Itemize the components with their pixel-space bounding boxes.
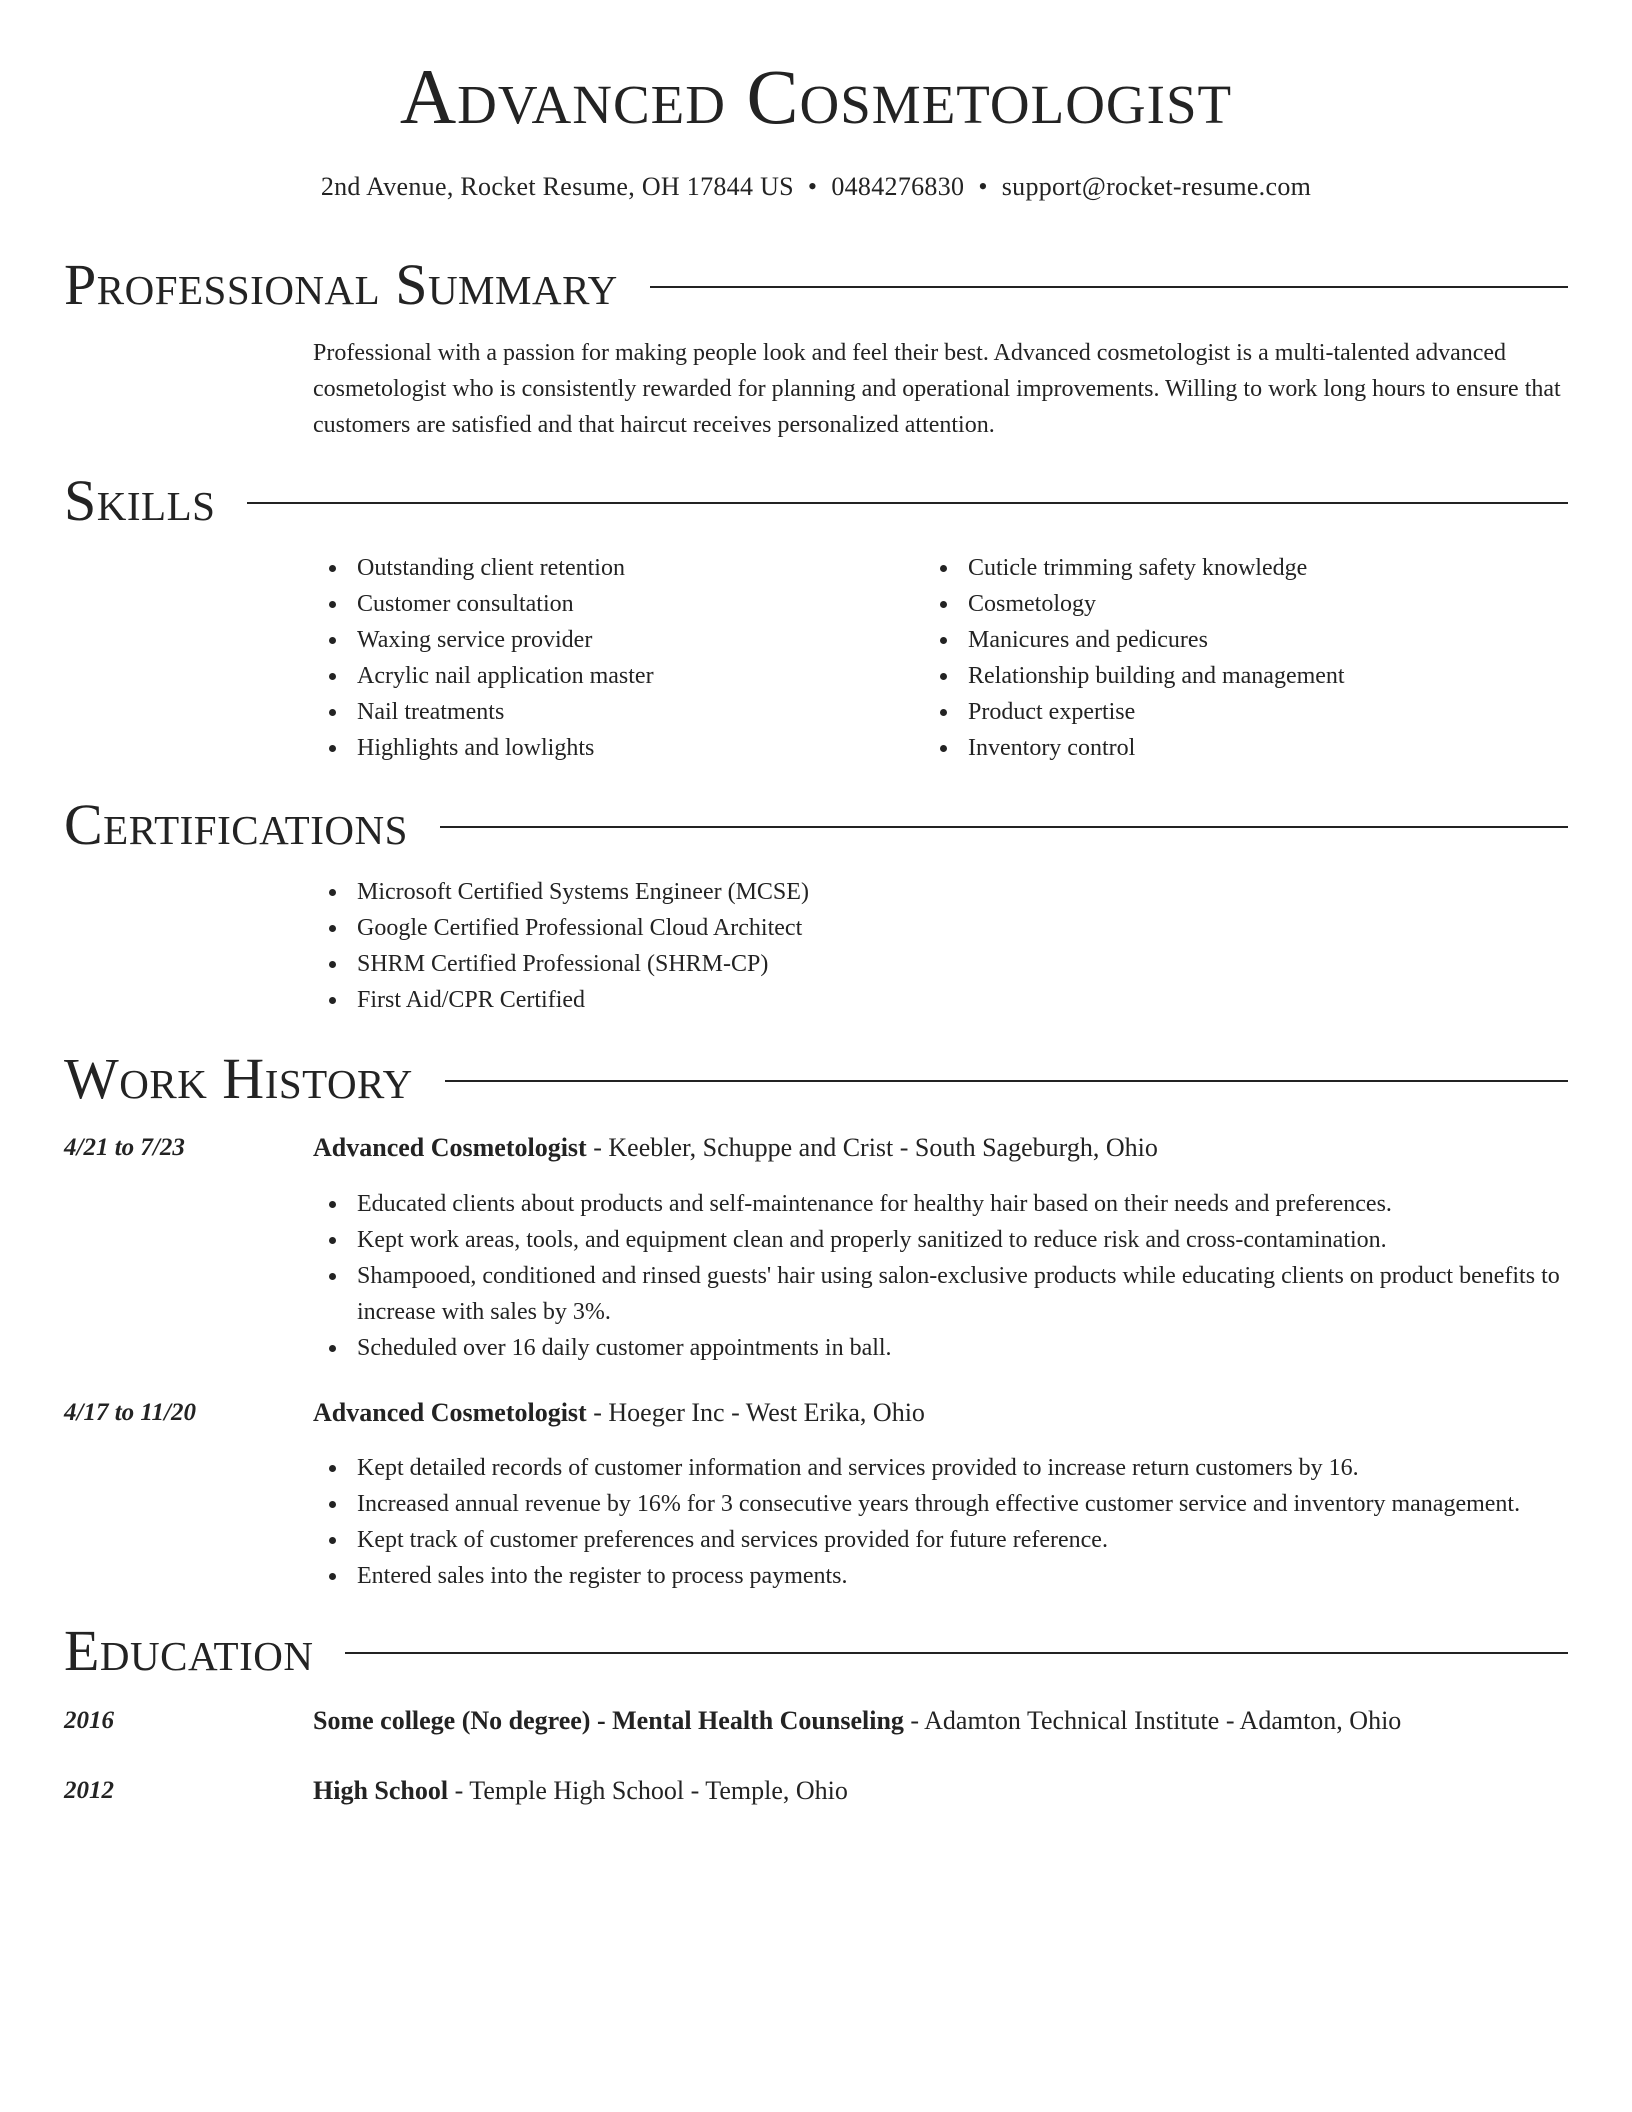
work-title: Work History: [64, 1046, 413, 1111]
skill-item: Customer consultation: [313, 586, 913, 622]
job-role: Advanced Cosmetologist: [313, 1398, 587, 1427]
education-title: Education: [64, 1618, 314, 1683]
skill-item: Product expertise: [924, 694, 1564, 730]
skill-item: Highlights and lowlights: [313, 730, 913, 766]
section-divider: [650, 286, 1568, 288]
education-degree: Some college (No degree) - Mental Health Counseling: [313, 1706, 904, 1735]
skill-item: Cuticle trimming safety knowledge: [924, 550, 1564, 586]
skill-item: Nail treatments: [313, 694, 913, 730]
job-details: - Hoeger Inc - West Erika, Ohio: [586, 1398, 925, 1427]
skill-item: Outstanding client retention: [313, 550, 913, 586]
certifications-title: Certifications: [64, 792, 408, 857]
education-heading: [313, 1776, 848, 1806]
job-role: Advanced Cosmetologist: [313, 1133, 587, 1162]
job-bullet: Kept detailed records of customer information and services provided to increase return customers by 16.: [313, 1450, 1573, 1486]
contact-address: 2nd Avenue, Rocket Resume, OH 17844 US: [320, 172, 794, 201]
job-bullets: [313, 1450, 1573, 1594]
education-heading: [313, 1706, 1401, 1736]
job-dates: 4/21 to 7/23: [64, 1134, 185, 1161]
section-divider: [445, 1080, 1568, 1082]
summary-text: Professional with a passion for making people look and feel their best. Advanced cosmetologist is a multi-talented advanced cosmetologist who is consistently rewarded for planning and operational improvements. Willing to work long hours to ensure that customers are satisfied and that haircut receives personalized attention.: [313, 340, 1561, 438]
job-bullet: Educated clients about products and self-maintenance for healthy hair based on their needs and preferences.: [313, 1186, 1573, 1222]
contact-email: support@rocket-resume.com: [1001, 172, 1312, 201]
education-details: - Temple High School - Temple, Ohio: [448, 1776, 848, 1805]
skills-right-column: [924, 550, 1564, 766]
certifications-section-header: [64, 792, 1568, 858]
job-details: - Keebler, Schuppe and Crist - South Sageburgh, Ohio: [586, 1133, 1158, 1162]
skills-left-column: [313, 550, 913, 766]
contact-separator: •: [807, 172, 818, 201]
summary-section-header: [64, 252, 1568, 318]
job-heading: [313, 1398, 925, 1428]
skill-item: Relationship building and management: [924, 658, 1564, 694]
job-bullet-list: [313, 1186, 1573, 1366]
work-section-header: [64, 1046, 1568, 1112]
resume-name: Advanced Cosmetologist: [399, 53, 1233, 140]
job-bullet: Entered sales into the register to process payments.: [313, 1558, 1573, 1594]
contact-line: [0, 172, 1632, 202]
skill-item: Cosmetology: [924, 586, 1564, 622]
skill-item: Acrylic nail application master: [313, 658, 913, 694]
certification-item: First Aid/CPR Certified: [313, 982, 1568, 1018]
education-year: 2016: [64, 1707, 114, 1734]
education-details: - Adamton Technical Institute - Adamton, Ohio: [903, 1706, 1402, 1735]
job-bullets: [313, 1186, 1573, 1366]
certification-item: Google Certified Professional Cloud Architect: [313, 910, 1568, 946]
education-degree: High School: [313, 1776, 449, 1805]
contact-phone: 0484276830: [831, 172, 965, 201]
education-section-header: [64, 1618, 1568, 1684]
job-bullet: Kept work areas, tools, and equipment clean and properly sanitized to reduce risk and cross-contamination.: [313, 1222, 1573, 1258]
certification-item: Microsoft Certified Systems Engineer (MCSE): [313, 874, 1568, 910]
certifications-column: [313, 874, 1568, 1018]
job-bullet: Shampooed, conditioned and rinsed guests' hair using salon-exclusive products while educating clients on product benefits to increase with sales by 3%.: [313, 1258, 1573, 1330]
job-bullet: Scheduled over 16 daily customer appointments in ball.: [313, 1330, 1573, 1366]
job-dates: 4/17 to 11/20: [64, 1399, 196, 1426]
job-bullet: Kept track of customer preferences and services provided for future reference.: [313, 1522, 1573, 1558]
skill-item: Waxing service provider: [313, 622, 913, 658]
skills-title: Skills: [64, 468, 216, 533]
job-heading: [313, 1133, 1158, 1163]
skills-list-left: [313, 550, 913, 766]
section-divider: [440, 826, 1568, 828]
skill-item: Inventory control: [924, 730, 1564, 766]
summary-title: Professional Summary: [64, 252, 618, 317]
section-divider: [247, 502, 1568, 504]
job-bullet: Increased annual revenue by 16% for 3 consecutive years through effective customer service and inventory management.: [313, 1486, 1573, 1522]
job-bullet-list: [313, 1450, 1573, 1594]
contact-separator: •: [978, 172, 988, 201]
skills-list-right: [924, 550, 1564, 766]
skill-item: Manicures and pedicures: [924, 622, 1564, 658]
education-year: 2012: [64, 1777, 114, 1804]
certifications-list: [313, 874, 1568, 1018]
skills-section-header: [64, 468, 1568, 534]
certification-item: SHRM Certified Professional (SHRM-CP): [313, 946, 1568, 982]
section-divider: [345, 1652, 1568, 1654]
